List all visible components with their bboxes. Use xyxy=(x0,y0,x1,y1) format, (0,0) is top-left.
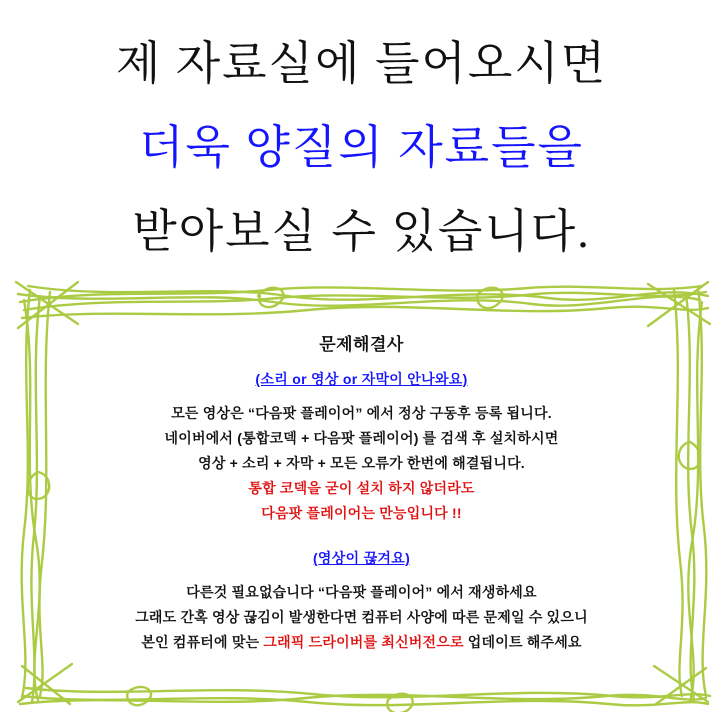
headline-line-2: 더욱 양질의 자료들을 xyxy=(139,122,584,173)
last-line-post: 업데이트 해주세요 xyxy=(463,634,582,650)
block1-line-3: 영상 + 소리 + 자막 + 모든 오류가 한번에 해결됩니다. xyxy=(198,455,525,471)
block2-line-1: 다른것 필요없습니다 “다음팟 플레이어” 에서 재생하세요 xyxy=(186,584,537,600)
block1-line-1: 모든 영상은 “다음팟 플레이어” 에서 정상 구동후 등록 됩니다. xyxy=(171,405,552,421)
block1-emphasis-1: 통합 코덱을 굳이 설치 하지 않더라도 xyxy=(248,480,475,496)
block1-emphasis-2: 다음팟 플레이어는 만능입니다 !! xyxy=(261,505,462,521)
content-block xyxy=(40,330,683,655)
headline-line-1: 제 자료실에 들어오시면 xyxy=(115,38,608,89)
block1-line-2: 네이버에서 (통합코덱 + 다음팟 플레이어) 를 검색 후 설치하시면 xyxy=(164,430,559,446)
headline-block xyxy=(0,0,723,272)
last-line-highlight: 그래픽 드라이버를 최신버전으로 xyxy=(263,634,464,650)
last-line-pre: 본인 컴퓨터에 맞는 xyxy=(141,634,264,650)
headline-line-3: 받아보실 수 있습니다. xyxy=(132,206,591,257)
question-2 xyxy=(40,548,683,568)
block2-line-2: 그래도 간혹 영상 끊김이 발생한다면 컴퓨터 사양에 따른 문제일 수 있으니 xyxy=(135,609,588,625)
spacer xyxy=(40,526,683,548)
block2-last-line xyxy=(40,630,683,655)
question-2-text: (영상이 끊겨요) xyxy=(312,550,411,566)
question-1: (소리 or 영상 or 자막이 안나와요) xyxy=(255,371,468,387)
section-title: 문제해결사 xyxy=(319,335,404,354)
